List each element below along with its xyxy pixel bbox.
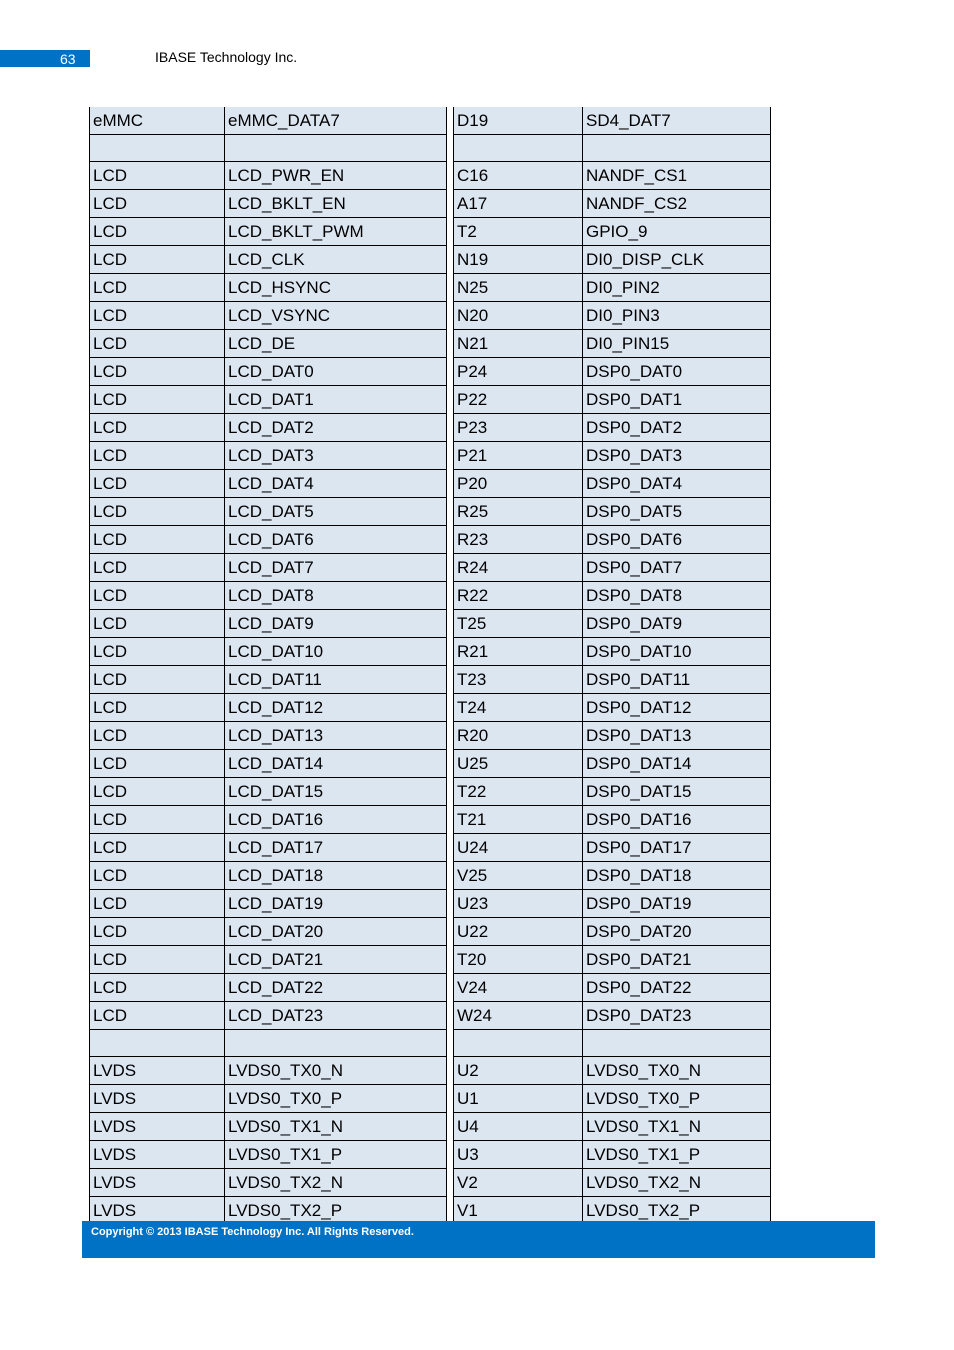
cpu-signal-cell: DSP0_DAT2 [583, 414, 771, 442]
pin-cell: W24 [454, 1002, 583, 1030]
column-gap [447, 778, 454, 806]
column-gap [447, 862, 454, 890]
pin-cell: U25 [454, 750, 583, 778]
pin-cell: P24 [454, 358, 583, 386]
pin-cell: C16 [454, 162, 583, 190]
interface-cell: LCD [90, 638, 225, 666]
interface-cell: LCD [90, 190, 225, 218]
signal-cell: LCD_DAT10 [225, 638, 447, 666]
cpu-signal-cell: DSP0_DAT22 [583, 974, 771, 1002]
cpu-signal-cell: DSP0_DAT1 [583, 386, 771, 414]
pin-cell: N20 [454, 302, 583, 330]
pin-cell: R24 [454, 554, 583, 582]
cpu-signal-cell: DSP0_DAT0 [583, 358, 771, 386]
column-gap [447, 1113, 454, 1141]
table-row [90, 862, 771, 890]
signal-cell: LCD_BKLT_EN [225, 190, 447, 218]
signal-cell [225, 1030, 447, 1057]
interface-cell: LVDS [90, 1141, 225, 1169]
interface-cell: LCD [90, 246, 225, 274]
table-body [90, 107, 771, 1225]
signal-cell: LVDS0_TX0_N [225, 1057, 447, 1085]
column-gap [447, 470, 454, 498]
column-gap [447, 442, 454, 470]
column-gap [447, 274, 454, 302]
pin-cell: R23 [454, 526, 583, 554]
cpu-signal-cell: DSP0_DAT17 [583, 834, 771, 862]
signal-cell: LCD_DAT5 [225, 498, 447, 526]
table-row [90, 1141, 771, 1169]
column-gap [447, 694, 454, 722]
column-gap [447, 834, 454, 862]
column-gap [447, 1169, 454, 1197]
column-gap [447, 1141, 454, 1169]
pin-cell: U3 [454, 1141, 583, 1169]
cpu-signal-cell [583, 1030, 771, 1057]
pin-cell: D19 [454, 107, 583, 135]
interface-cell: LCD [90, 890, 225, 918]
table-row [90, 442, 771, 470]
column-gap [447, 722, 454, 750]
table-row [90, 890, 771, 918]
pin-cell: P20 [454, 470, 583, 498]
table-row [90, 1169, 771, 1197]
column-gap [447, 330, 454, 358]
cpu-signal-cell: DSP0_DAT9 [583, 610, 771, 638]
column-gap [447, 638, 454, 666]
cpu-signal-cell: SD4_DAT7 [583, 107, 771, 135]
cpu-signal-cell: NANDF_CS2 [583, 190, 771, 218]
interface-cell: LCD [90, 330, 225, 358]
signal-cell: LVDS0_TX1_N [225, 1113, 447, 1141]
column-gap [447, 498, 454, 526]
signal-cell: LCD_DAT4 [225, 470, 447, 498]
cpu-signal-cell: DSP0_DAT8 [583, 582, 771, 610]
pin-cell: T24 [454, 694, 583, 722]
interface-cell: LCD [90, 974, 225, 1002]
pin-cell: T21 [454, 806, 583, 834]
interface-cell: LCD [90, 526, 225, 554]
table-row [90, 1113, 771, 1141]
table-row [90, 190, 771, 218]
cpu-signal-cell: DSP0_DAT15 [583, 778, 771, 806]
interface-cell: LCD [90, 610, 225, 638]
signal-cell: eMMC_DATA7 [225, 107, 447, 135]
pin-cell: R22 [454, 582, 583, 610]
table-row [90, 1002, 771, 1030]
pin-cell: N19 [454, 246, 583, 274]
cpu-signal-cell: DSP0_DAT23 [583, 1002, 771, 1030]
pin-cell: R21 [454, 638, 583, 666]
interface-cell: LCD [90, 862, 225, 890]
pin-cell: R20 [454, 722, 583, 750]
column-gap [447, 806, 454, 834]
signal-cell: LCD_DAT21 [225, 946, 447, 974]
signal-cell: LCD_DAT22 [225, 974, 447, 1002]
signal-cell: LCD_DAT18 [225, 862, 447, 890]
pin-cell: P23 [454, 414, 583, 442]
interface-cell [90, 1030, 225, 1057]
table-row [90, 806, 771, 834]
pin-cell: U23 [454, 890, 583, 918]
pin-cell: V2 [454, 1169, 583, 1197]
interface-cell: LCD [90, 386, 225, 414]
table-row [90, 1085, 771, 1113]
pin-assignment-table [89, 107, 771, 1225]
column-gap [447, 890, 454, 918]
interface-cell: LCD [90, 582, 225, 610]
cpu-signal-cell: LVDS0_TX0_N [583, 1057, 771, 1085]
signal-cell: LVDS0_TX2_P [225, 1197, 447, 1225]
cpu-signal-cell: DSP0_DAT18 [583, 862, 771, 890]
cpu-signal-cell: DSP0_DAT3 [583, 442, 771, 470]
interface-cell [90, 135, 225, 162]
table-row [90, 918, 771, 946]
page-number: 63 [60, 51, 76, 67]
column-gap [447, 190, 454, 218]
table-row [90, 330, 771, 358]
interface-cell: LVDS [90, 1169, 225, 1197]
signal-cell: LCD_DAT1 [225, 386, 447, 414]
interface-cell: LCD [90, 834, 225, 862]
signal-cell: LCD_HSYNC [225, 274, 447, 302]
signal-cell: LCD_DAT17 [225, 834, 447, 862]
signal-cell: LCD_DAT0 [225, 358, 447, 386]
signal-cell: LVDS0_TX0_P [225, 1085, 447, 1113]
table-row [90, 135, 771, 162]
column-gap [447, 946, 454, 974]
pin-cell: R25 [454, 498, 583, 526]
table-row [90, 386, 771, 414]
interface-cell: LCD [90, 750, 225, 778]
signal-cell: LCD_VSYNC [225, 302, 447, 330]
pin-cell: T25 [454, 610, 583, 638]
signal-cell: LCD_DAT9 [225, 610, 447, 638]
column-gap [447, 162, 454, 190]
column-gap [447, 246, 454, 274]
interface-cell: LCD [90, 666, 225, 694]
column-gap [447, 1030, 454, 1057]
cpu-signal-cell: NANDF_CS1 [583, 162, 771, 190]
pin-cell: U1 [454, 1085, 583, 1113]
column-gap [447, 750, 454, 778]
signal-cell: LCD_DAT2 [225, 414, 447, 442]
interface-cell: LCD [90, 1002, 225, 1030]
table-row [90, 218, 771, 246]
table-row [90, 946, 771, 974]
interface-cell: LCD [90, 274, 225, 302]
column-gap [447, 582, 454, 610]
table-row [90, 694, 771, 722]
column-gap [447, 974, 454, 1002]
cpu-signal-cell: LVDS0_TX1_N [583, 1113, 771, 1141]
signal-cell: LCD_DAT12 [225, 694, 447, 722]
column-gap [447, 218, 454, 246]
interface-cell: LCD [90, 302, 225, 330]
signal-cell [225, 135, 447, 162]
pin-cell [454, 135, 583, 162]
table-row [90, 498, 771, 526]
interface-cell: LCD [90, 442, 225, 470]
column-gap [447, 302, 454, 330]
column-gap [447, 358, 454, 386]
interface-cell: eMMC [90, 107, 225, 135]
signal-cell: LCD_DAT23 [225, 1002, 447, 1030]
interface-cell: LCD [90, 358, 225, 386]
table-row [90, 162, 771, 190]
cpu-signal-cell: DSP0_DAT11 [583, 666, 771, 694]
cpu-signal-cell: DSP0_DAT21 [583, 946, 771, 974]
table-row [90, 302, 771, 330]
interface-cell: LCD [90, 918, 225, 946]
interface-cell: LCD [90, 162, 225, 190]
cpu-signal-cell: DSP0_DAT14 [583, 750, 771, 778]
company-header: IBASE Technology Inc. [155, 49, 298, 65]
pin-cell: V24 [454, 974, 583, 1002]
interface-cell: LCD [90, 694, 225, 722]
interface-cell: LVDS [90, 1085, 225, 1113]
pin-cell: V25 [454, 862, 583, 890]
pin-cell: V1 [454, 1197, 583, 1225]
page-number-bar [0, 50, 90, 67]
cpu-signal-cell: LVDS0_TX1_P [583, 1141, 771, 1169]
table-row [90, 610, 771, 638]
cpu-signal-cell: LVDS0_TX2_N [583, 1169, 771, 1197]
pin-cell [454, 1030, 583, 1057]
cpu-signal-cell: LVDS0_TX0_P [583, 1085, 771, 1113]
pin-cell: P21 [454, 442, 583, 470]
column-gap [447, 1057, 454, 1085]
table-row [90, 246, 771, 274]
table-row [90, 666, 771, 694]
signal-cell: LCD_DAT6 [225, 526, 447, 554]
column-gap [447, 554, 454, 582]
interface-cell: LCD [90, 554, 225, 582]
interface-cell: LCD [90, 722, 225, 750]
signal-cell: LCD_DAT8 [225, 582, 447, 610]
cpu-signal-cell: DI0_PIN2 [583, 274, 771, 302]
column-gap [447, 526, 454, 554]
cpu-signal-cell: DSP0_DAT16 [583, 806, 771, 834]
interface-cell: LCD [90, 470, 225, 498]
table-row [90, 722, 771, 750]
cpu-signal-cell: DSP0_DAT4 [583, 470, 771, 498]
signal-cell: LCD_PWR_EN [225, 162, 447, 190]
column-gap [447, 1085, 454, 1113]
signal-cell: LCD_DAT7 [225, 554, 447, 582]
interface-cell: LVDS [90, 1057, 225, 1085]
signal-cell: LCD_BKLT_PWM [225, 218, 447, 246]
cpu-signal-cell: LVDS0_TX2_P [583, 1197, 771, 1225]
pin-cell: N25 [454, 274, 583, 302]
table-row [90, 638, 771, 666]
pin-cell: T23 [454, 666, 583, 694]
interface-cell: LCD [90, 806, 225, 834]
table-row [90, 750, 771, 778]
column-gap [447, 135, 454, 162]
pin-cell: U24 [454, 834, 583, 862]
cpu-signal-cell: GPIO_9 [583, 218, 771, 246]
table-row [90, 554, 771, 582]
table-row [90, 274, 771, 302]
signal-cell: LCD_DE [225, 330, 447, 358]
cpu-signal-cell: DSP0_DAT19 [583, 890, 771, 918]
table-row [90, 778, 771, 806]
table-row [90, 974, 771, 1002]
signal-cell: LCD_DAT11 [225, 666, 447, 694]
cpu-signal-cell: DSP0_DAT12 [583, 694, 771, 722]
table-row [90, 526, 771, 554]
table-row [90, 582, 771, 610]
column-gap [447, 386, 454, 414]
signal-cell: LCD_DAT13 [225, 722, 447, 750]
cpu-signal-cell: DI0_PIN3 [583, 302, 771, 330]
column-gap [447, 414, 454, 442]
cpu-signal-cell: DSP0_DAT10 [583, 638, 771, 666]
signal-cell: LVDS0_TX2_N [225, 1169, 447, 1197]
footer-bar [82, 1221, 875, 1258]
pin-cell: U22 [454, 918, 583, 946]
interface-cell: LCD [90, 946, 225, 974]
table-row [90, 414, 771, 442]
interface-cell: LCD [90, 218, 225, 246]
table-row [90, 107, 771, 135]
signal-cell: LVDS0_TX1_P [225, 1141, 447, 1169]
signal-cell: LCD_DAT20 [225, 918, 447, 946]
pin-cell: A17 [454, 190, 583, 218]
pin-cell: N21 [454, 330, 583, 358]
pin-cell: T2 [454, 218, 583, 246]
signal-cell: LCD_CLK [225, 246, 447, 274]
signal-cell: LCD_DAT16 [225, 806, 447, 834]
cpu-signal-cell: DSP0_DAT5 [583, 498, 771, 526]
pin-cell: U2 [454, 1057, 583, 1085]
column-gap [447, 918, 454, 946]
signal-cell: LCD_DAT15 [225, 778, 447, 806]
interface-cell: LVDS [90, 1197, 225, 1225]
table-row [90, 1057, 771, 1085]
cpu-signal-cell [583, 135, 771, 162]
table-row [90, 358, 771, 386]
interface-cell: LCD [90, 498, 225, 526]
cpu-signal-cell: DSP0_DAT20 [583, 918, 771, 946]
cpu-signal-cell: DI0_PIN15 [583, 330, 771, 358]
interface-cell: LCD [90, 778, 225, 806]
pin-cell: T20 [454, 946, 583, 974]
signal-cell: LCD_DAT14 [225, 750, 447, 778]
table-row [90, 834, 771, 862]
interface-cell: LCD [90, 414, 225, 442]
cpu-signal-cell: DSP0_DAT13 [583, 722, 771, 750]
signal-cell: LCD_DAT3 [225, 442, 447, 470]
pin-cell: T22 [454, 778, 583, 806]
interface-cell: LVDS [90, 1113, 225, 1141]
column-gap [447, 1002, 454, 1030]
column-gap [447, 610, 454, 638]
cpu-signal-cell: DSP0_DAT6 [583, 526, 771, 554]
table-row [90, 470, 771, 498]
pin-cell: U4 [454, 1113, 583, 1141]
cpu-signal-cell: DI0_DISP_CLK [583, 246, 771, 274]
column-gap [447, 666, 454, 694]
signal-cell: LCD_DAT19 [225, 890, 447, 918]
column-gap [447, 107, 454, 135]
cpu-signal-cell: DSP0_DAT7 [583, 554, 771, 582]
table-row [90, 1030, 771, 1057]
pin-cell: P22 [454, 386, 583, 414]
copyright-text: Copyright © 2013 IBASE Technology Inc. All Rights Reserved. [91, 1226, 414, 1238]
